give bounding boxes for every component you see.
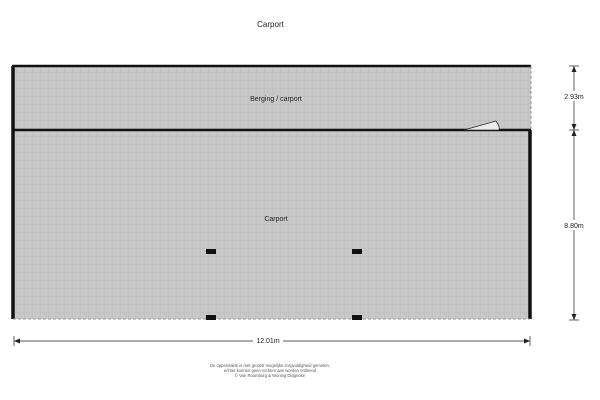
disclaimer-line: echter kunnen geen rechten aan worden ontleend (223, 368, 317, 373)
post (206, 315, 216, 320)
page-title: Carport (257, 20, 284, 29)
disclaimer (150, 363, 390, 378)
post (352, 315, 362, 320)
room-label-carport: Carport (264, 216, 288, 223)
dimension-top-height: 2.93m (564, 94, 584, 101)
disclaimer-line: De oppervlakte is met grootst mogelijke zorgvuldigheid gemeten, (209, 363, 331, 368)
room-label-storage: Berging / carport (250, 96, 302, 103)
post (206, 249, 216, 254)
dimension-bottom-height: 8.80m (564, 223, 584, 230)
dimension-total-width: 12.01m (256, 338, 280, 345)
carport-floor (13, 130, 531, 319)
post (352, 249, 362, 254)
vertical-dimension (569, 66, 579, 320)
copyright-line: © Van Roomburg & Woning Diagnose (234, 373, 306, 378)
